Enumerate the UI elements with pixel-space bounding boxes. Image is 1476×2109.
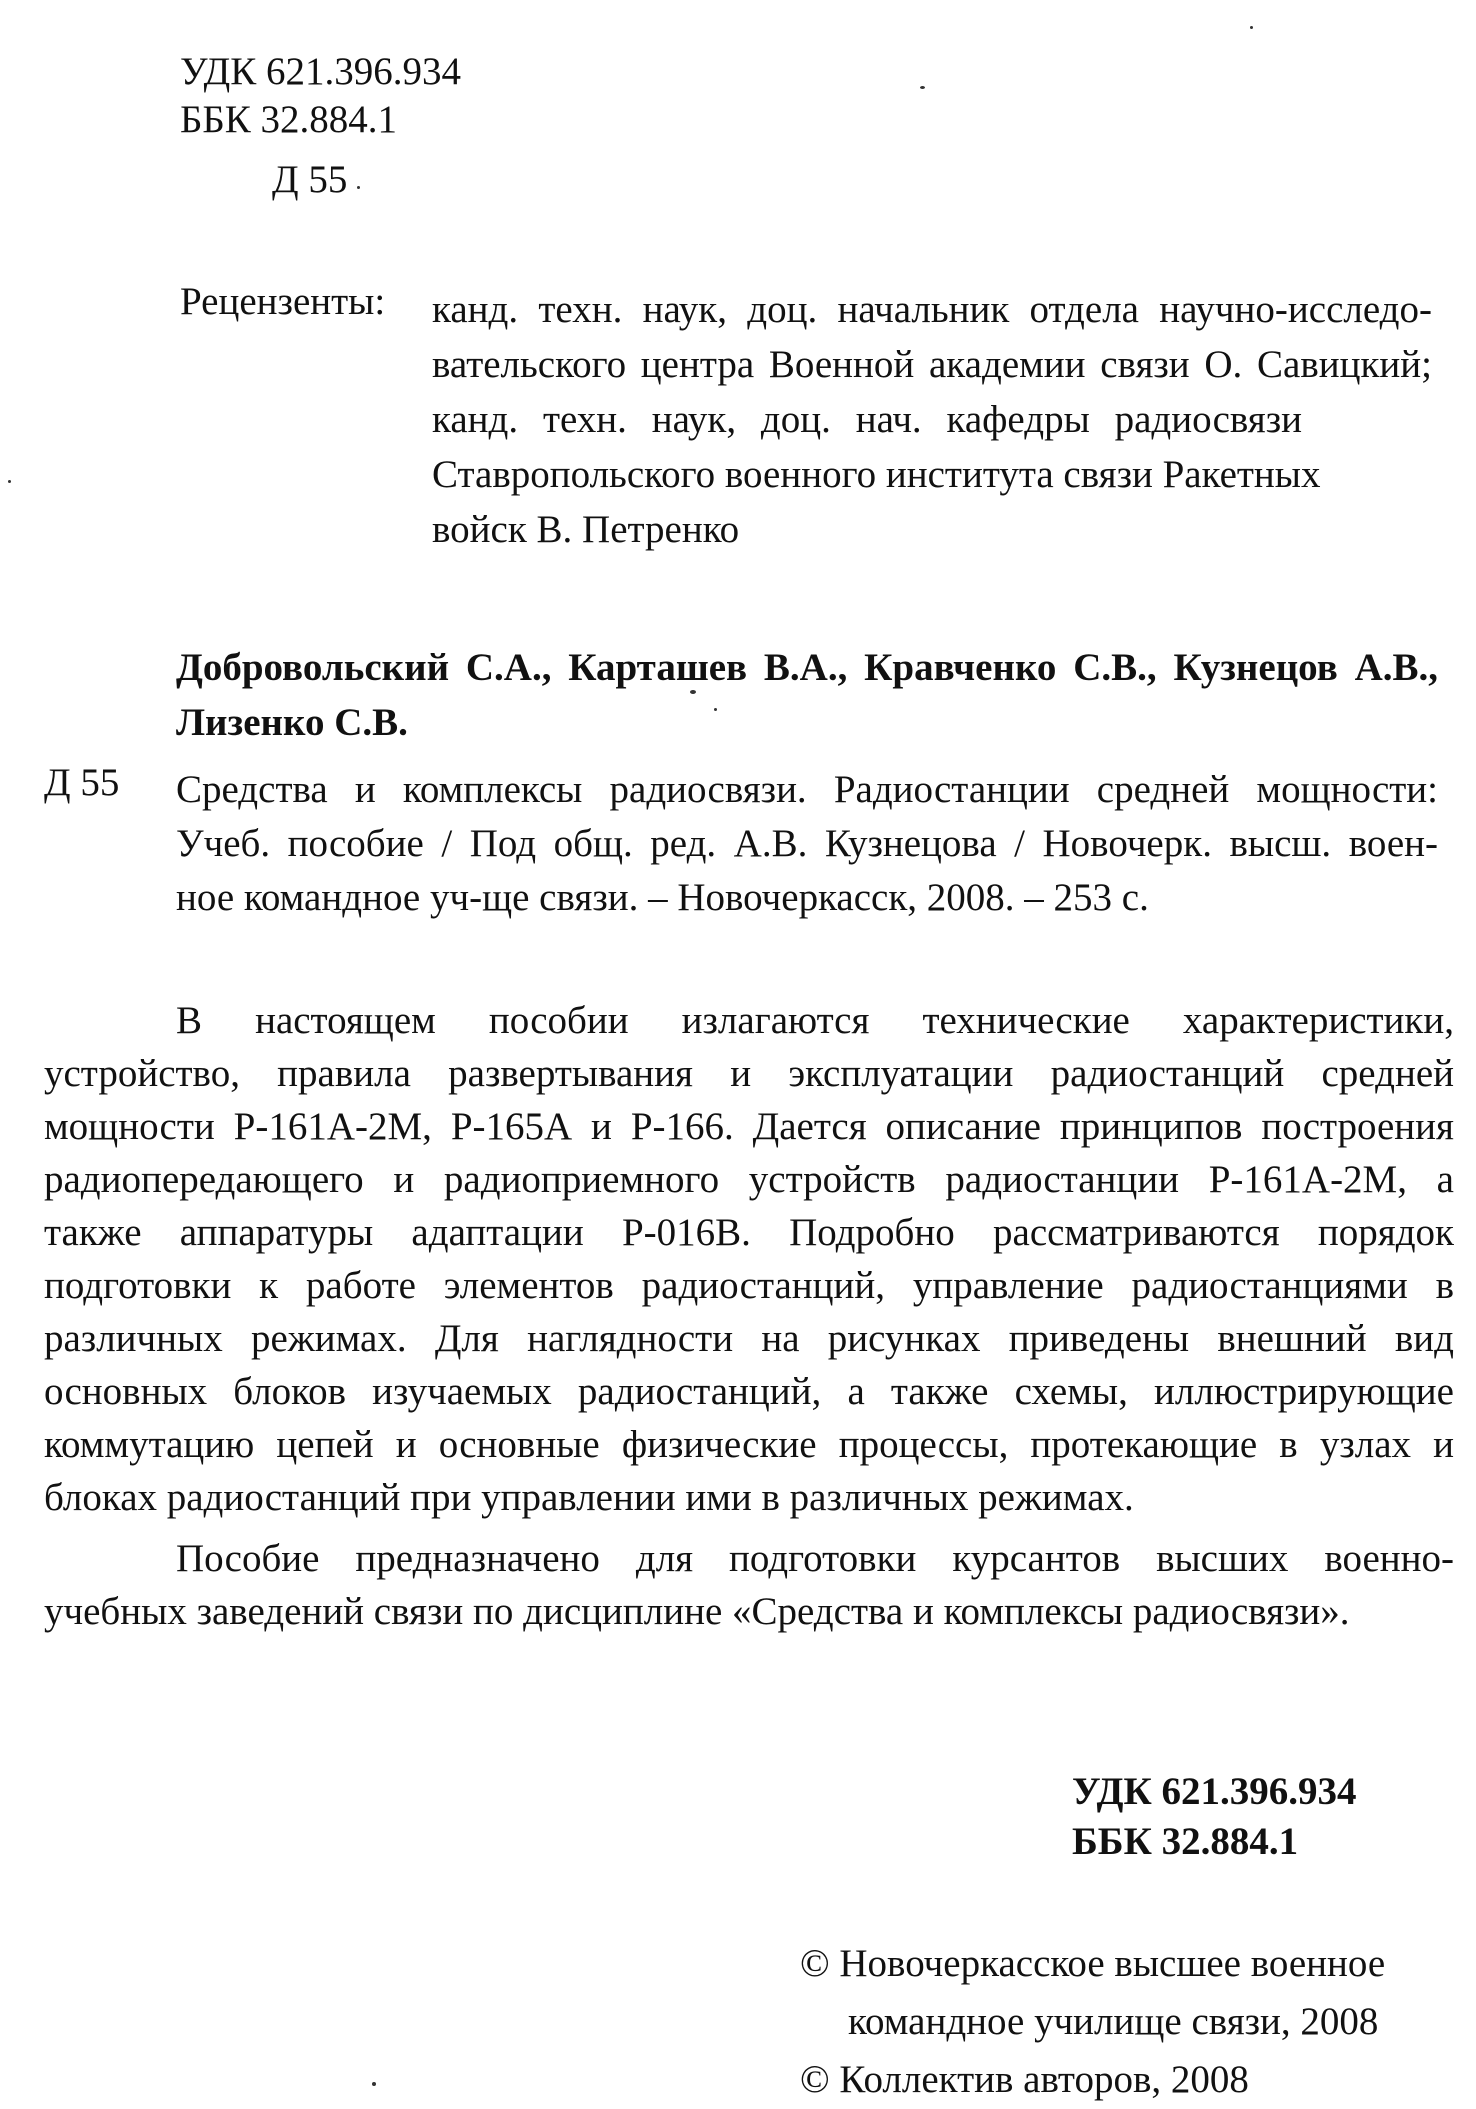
bibliography-entry — [176, 763, 1438, 925]
reviewer-line: канд. техн. наук, доц. начальник отдела научно-исследо- — [432, 288, 1432, 331]
footer-udk-code: УДК 621.396.934 — [1072, 1770, 1357, 1813]
reviewer-line: вательского центра Военной академии связи О. Савицкий; — [432, 343, 1432, 386]
reviewer-line: войск В. Петренко — [432, 508, 740, 551]
abstract-line: радиопередающего и радиоприемного устройств радиостанции Р-161А-2М, а — [44, 1158, 1454, 1201]
abstract-line: устройство, правила развертывания и эксплуатации радиостанций средней — [44, 1052, 1454, 1095]
scan-speck — [690, 690, 696, 694]
authors-block — [176, 640, 1438, 750]
abstract — [44, 994, 1454, 1638]
reviewers-label: Рецензенты: — [180, 280, 386, 323]
abstract-line: учебных заведений связи по дисциплине «Средства и комплексы радиосвязи». — [44, 1590, 1350, 1633]
bibliography-line: Учеб. пособие / Под общ. ред. А.В. Кузнецова / Новочерк. высш. воен- — [176, 822, 1438, 865]
reviewers-list — [432, 282, 1432, 557]
abstract-line: блоках радиостанций при управлении ими в различных режимах. — [44, 1476, 1134, 1519]
abstract-line: различных режимах. Для наглядности на рисунках приведены внешний вид — [44, 1317, 1454, 1360]
scan-speck — [714, 708, 717, 711]
abstract-line: В настоящем пособии излагаются технические характеристики, — [176, 999, 1454, 1042]
scan-speck — [8, 480, 11, 483]
copyright-line: командное училище связи, 2008 — [848, 2000, 1379, 2043]
bibliography-line: Средства и комплексы радиосвязи. Радиостанции средней мощности: — [176, 768, 1438, 811]
bibliography-mark: Д 55 — [44, 761, 120, 804]
copyright-block — [800, 1935, 1385, 2109]
author-mark: Д 55 — [272, 158, 348, 201]
abstract-line: также аппаратуры адаптации Р-016В. Подробно рассматриваются порядок — [44, 1211, 1454, 1254]
abstract-line: основных блоков изучаемых радиостанций, а также схемы, иллюстрирующие — [44, 1370, 1454, 1413]
copyright-line: © Новочеркасское высшее военное — [800, 1942, 1386, 1985]
copyright-line: © Коллектив авторов, 2008 — [800, 2058, 1249, 2101]
footer-bbk-code: ББК 32.884.1 — [1072, 1820, 1299, 1863]
reviewer-line: канд. техн. наук, доц. нач. кафедры радиосвязи — [432, 398, 1302, 441]
udk-code: УДК 621.396.934 — [180, 50, 462, 93]
abstract-line: Пособие предназначено для подготовки курсантов высших военно- — [176, 1537, 1454, 1580]
scan-speck — [920, 86, 925, 89]
scan-speck — [1250, 26, 1253, 29]
authors-line: Добровольский С.А., Карташев В.А., Кравченко С.В., Кузнецов А.В., — [176, 646, 1438, 689]
scan-speck — [357, 186, 360, 189]
abstract-paragraph — [44, 1532, 1454, 1638]
abstract-line: коммутацию цепей и основные физические процессы, протекающие в узлах и — [44, 1423, 1454, 1466]
authors-line: Лизенко С.В. — [176, 701, 408, 744]
abstract-paragraph — [44, 994, 1454, 1524]
scan-speck — [372, 2082, 376, 2086]
bibliography-line: ное командное уч-ще связи. – Новочеркасск, 2008. – 253 с. — [176, 876, 1149, 919]
reviewer-line: Ставропольского военного института связи Ракетных — [432, 453, 1321, 496]
abstract-line: мощности Р-161А-2М, Р-165А и Р-166. Дается описание принципов построения — [44, 1105, 1454, 1148]
bbk-code: ББК 32.884.1 — [180, 98, 398, 141]
abstract-line: подготовки к работе элементов радиостанций, управление радиостанциями в — [44, 1264, 1454, 1307]
